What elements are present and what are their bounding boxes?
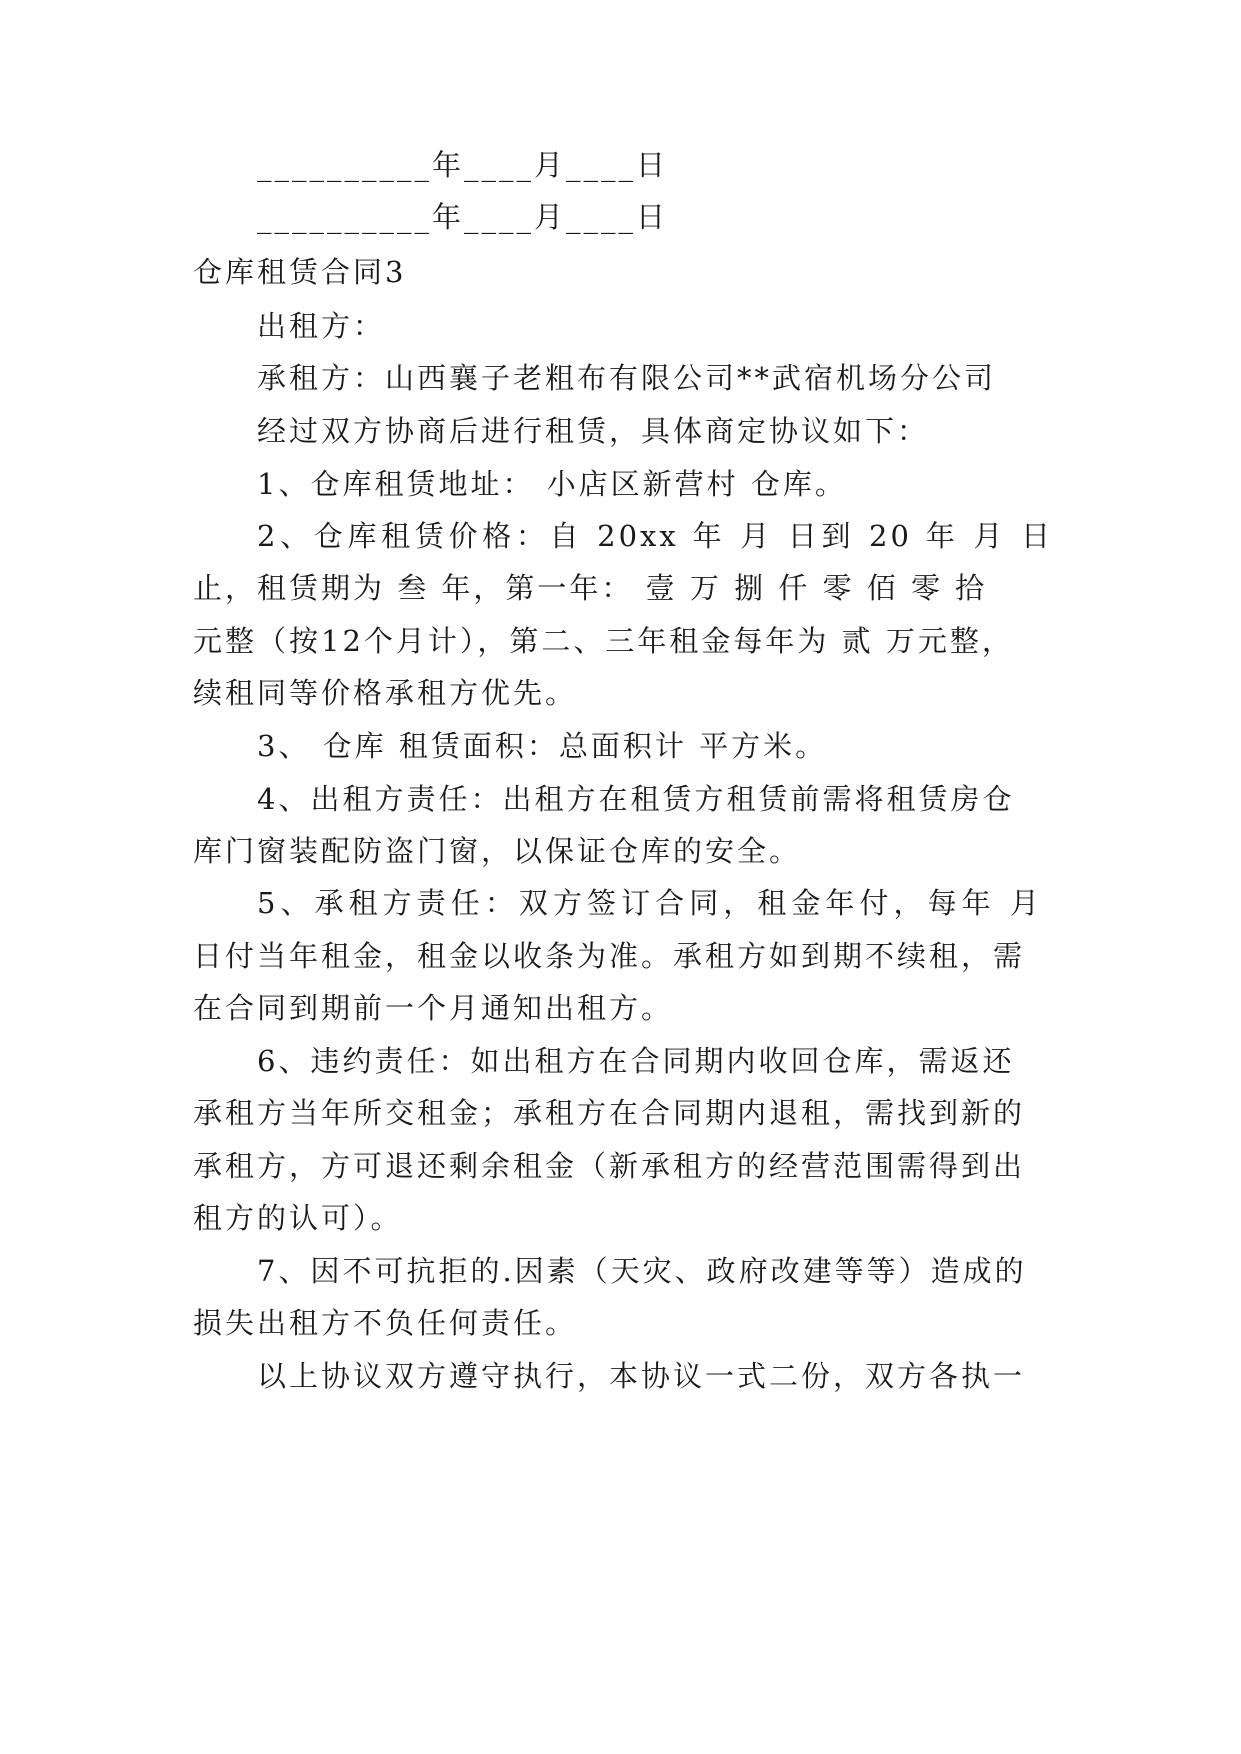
signature-date-line: __________年____月____日 [257, 148, 669, 182]
paragraph-line: 出租方： [257, 309, 386, 343]
paragraph-line: 3、 仓库 租赁面积：总面积计 平方米。 [257, 729, 828, 763]
paragraph-line: 2、仓库租赁价格：自 20xx 年 月 日到 20 年 月 日 [257, 519, 1053, 553]
paragraph-line: 损失出租方不负任何责任。 [193, 1306, 578, 1340]
paragraph-line: 4、出租方责任：出租方在租赁方租赁前需将租赁房仓 [257, 782, 1015, 816]
paragraph-line: 承租方：山西襄子老粗布有限公司**武宿机场分公司 [257, 361, 997, 395]
paragraph-line: 承租方，方可退还剩余租金（新承租方的经营范围需得到出 [193, 1149, 1026, 1183]
paragraph-line: 6、违约责任：如出租方在合同期内收回仓库，需返还 [257, 1044, 1015, 1078]
paragraph-line: 租方的认可）。 [193, 1201, 403, 1235]
paragraph-line: 在合同到期前一个月通知出租方。 [193, 991, 674, 1025]
paragraph-line: 承租方当年所交租金；承租方在合同期内退租，需找到新的 [193, 1096, 1026, 1130]
paragraph-line: 以上协议双方遵守执行，本协议一式二份，双方各执一 [257, 1359, 1026, 1393]
paragraph-line: 止，租赁期为 叁 年，第一年： 壹 万 捌 仟 零 佰 零 拾 [193, 571, 988, 605]
signature-date-line: __________年____月____日 [257, 200, 669, 234]
document-title: 仓库租赁合同3 [193, 255, 407, 289]
paragraph-line: 1、仓库租赁地址： 小店区新营村 仓库。 [257, 467, 847, 501]
paragraph-line: 7、因不可抗拒的.因素（天灾、政府改建等等）造成的 [257, 1254, 1027, 1288]
paragraph-line: 日付当年租金，租金以收条为准。承租方如到期不续租，需 [193, 939, 1026, 973]
paragraph-line: 5、承租方责任：双方签订合同，租金年付，每年 月 [257, 886, 1042, 920]
paragraph-line: 库门窗装配防盗门窗，以保证仓库的安全。 [193, 834, 802, 868]
paragraph-line: 元整（按12个月计），第二、三年租金每年为 贰 万元整， [193, 624, 1014, 658]
paragraph-line: 续租同等价格承租方优先。 [193, 676, 578, 710]
paragraph-line: 经过双方协商后进行租赁，具体商定协议如下： [257, 414, 930, 448]
